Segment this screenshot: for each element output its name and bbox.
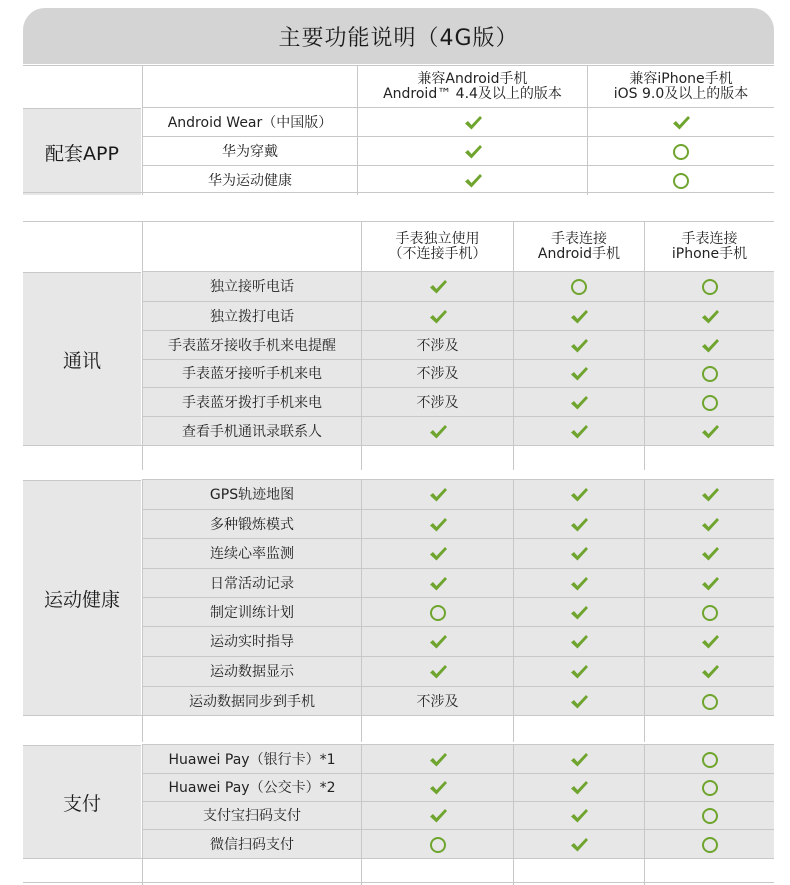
check-icon bbox=[569, 693, 589, 711]
feature-label: 独立接听电话 bbox=[210, 279, 294, 295]
table-row bbox=[142, 568, 774, 598]
check-icon bbox=[700, 308, 720, 326]
value-cell bbox=[361, 510, 513, 539]
value-cell bbox=[587, 137, 774, 166]
header-mode-0 bbox=[361, 222, 513, 271]
check-icon bbox=[569, 308, 589, 326]
value-cell bbox=[644, 539, 774, 569]
check-icon bbox=[428, 545, 448, 563]
value-cell bbox=[513, 331, 644, 360]
app-header-row bbox=[23, 65, 774, 108]
value-cell bbox=[361, 569, 513, 598]
value-cell bbox=[644, 480, 774, 510]
feature-label: 多种锻炼模式 bbox=[210, 516, 294, 533]
check-icon bbox=[569, 516, 589, 534]
feature-cell bbox=[142, 657, 361, 687]
table-row bbox=[142, 330, 774, 360]
value-cell bbox=[644, 331, 774, 360]
check-icon bbox=[428, 663, 448, 681]
value-cell bbox=[644, 388, 774, 417]
table-row bbox=[142, 829, 774, 859]
feature-label: 手表蓝牙接收手机来电提醒 bbox=[168, 337, 336, 354]
value-cell bbox=[513, 598, 644, 627]
value-cell bbox=[513, 417, 644, 446]
table-row bbox=[142, 538, 774, 569]
check-icon bbox=[700, 486, 720, 504]
feature-cell bbox=[142, 331, 361, 360]
value-cell bbox=[587, 166, 774, 195]
header-cell-empty bbox=[142, 222, 361, 271]
not-applicable-text: 不涉及 bbox=[416, 366, 459, 382]
feature-label: 制定训练计划 bbox=[210, 604, 294, 621]
feature-label: 运动数据同步到手机 bbox=[189, 693, 315, 710]
check-icon bbox=[428, 308, 448, 326]
check-icon bbox=[671, 114, 691, 132]
feature-cell bbox=[142, 272, 361, 302]
check-icon bbox=[428, 278, 448, 296]
feature-cell bbox=[142, 830, 361, 859]
divider bbox=[23, 192, 774, 193]
value-cell bbox=[361, 302, 513, 331]
check-icon bbox=[569, 807, 589, 825]
value-cell bbox=[361, 598, 513, 627]
check-icon bbox=[700, 516, 720, 534]
category-0: 通讯 bbox=[23, 272, 141, 446]
check-icon bbox=[569, 663, 589, 681]
table-row bbox=[142, 656, 774, 687]
check-icon bbox=[700, 633, 720, 651]
value-cell bbox=[587, 108, 774, 137]
feature-cell bbox=[142, 108, 357, 137]
value-cell bbox=[361, 830, 513, 859]
table-row bbox=[142, 271, 774, 302]
main-header-row bbox=[23, 221, 774, 271]
feature-cell bbox=[142, 802, 361, 830]
check-icon bbox=[569, 779, 589, 797]
feature-cell bbox=[142, 745, 361, 774]
spacer-cell bbox=[23, 446, 142, 470]
header-iphone-compat bbox=[587, 66, 774, 108]
check-icon bbox=[428, 751, 448, 769]
value-cell bbox=[513, 539, 644, 569]
circle-icon bbox=[702, 279, 718, 295]
title-bar bbox=[23, 8, 774, 64]
header-cell-empty bbox=[23, 222, 142, 271]
feature-label: 支付宝扫码支付 bbox=[203, 808, 301, 824]
circle-icon bbox=[702, 605, 718, 621]
header-label: 手表独立使用 （不连接手机） bbox=[388, 230, 487, 262]
table-row bbox=[142, 744, 774, 774]
value-cell bbox=[513, 745, 644, 774]
value-cell bbox=[513, 657, 644, 687]
spacer-row bbox=[23, 858, 774, 885]
check-icon bbox=[700, 423, 720, 441]
feature-label: Android Wear（中国版） bbox=[167, 114, 333, 131]
circle-icon bbox=[430, 605, 446, 621]
circle-icon bbox=[702, 366, 718, 382]
header-android-compat bbox=[357, 66, 587, 108]
header-label: 手表连接 iPhone手机 bbox=[671, 230, 748, 262]
value-cell bbox=[361, 331, 513, 360]
table-row bbox=[142, 801, 774, 830]
feature-cell bbox=[142, 388, 361, 417]
feature-label: 手表蓝牙拨打手机来电 bbox=[182, 394, 322, 411]
check-icon bbox=[463, 172, 483, 190]
check-icon bbox=[569, 365, 589, 383]
spacer-cell bbox=[142, 446, 361, 470]
circle-icon bbox=[430, 837, 446, 853]
spacer-cell bbox=[644, 716, 774, 742]
category-1: 运动健康 bbox=[23, 480, 141, 716]
value-cell bbox=[644, 510, 774, 539]
value-cell bbox=[361, 657, 513, 687]
spacer-cell bbox=[513, 446, 644, 470]
feature-cell bbox=[142, 360, 361, 388]
table-row bbox=[142, 165, 774, 195]
value-cell bbox=[361, 360, 513, 388]
feature-label: 日常活动记录 bbox=[210, 575, 294, 592]
value-cell bbox=[513, 687, 644, 716]
page-title: 主要功能说明（4G版） bbox=[278, 25, 519, 51]
header-cell-empty bbox=[142, 66, 357, 108]
value-cell bbox=[513, 774, 644, 802]
check-icon bbox=[463, 143, 483, 161]
feature-cell bbox=[142, 510, 361, 539]
spacer-row bbox=[23, 445, 774, 470]
check-icon bbox=[700, 663, 720, 681]
circle-icon bbox=[673, 173, 689, 189]
check-icon bbox=[428, 486, 448, 504]
check-icon bbox=[700, 337, 720, 355]
value-cell bbox=[644, 598, 774, 627]
header-mode-2 bbox=[644, 222, 774, 271]
value-cell bbox=[513, 480, 644, 510]
check-icon bbox=[569, 575, 589, 593]
header-label: 兼容Android手机 Android™ 4.4及以上的版本 bbox=[383, 71, 562, 102]
value-cell bbox=[644, 687, 774, 716]
table-row bbox=[142, 107, 774, 137]
spacer-cell bbox=[142, 716, 361, 742]
feature-label: 微信扫码支付 bbox=[210, 836, 294, 853]
table-row bbox=[142, 509, 774, 539]
feature-cell bbox=[142, 166, 357, 195]
header-cell-empty bbox=[23, 66, 142, 108]
check-icon bbox=[569, 545, 589, 563]
check-icon bbox=[428, 516, 448, 534]
header-label: 手表连接 Android手机 bbox=[537, 230, 621, 262]
value-cell bbox=[513, 569, 644, 598]
header-label: 兼容iPhone手机 iOS 9.0及以上的版本 bbox=[613, 71, 749, 102]
value-cell bbox=[361, 687, 513, 716]
feature-label: 查看手机通讯录联系人 bbox=[182, 423, 322, 440]
value-cell bbox=[644, 360, 774, 388]
table-row bbox=[142, 479, 774, 510]
feature-label: 华为运动健康 bbox=[208, 172, 292, 189]
feature-cell bbox=[142, 302, 361, 331]
feature-label: Huawei Pay（公交卡）*2 bbox=[168, 780, 336, 796]
spacer-cell bbox=[23, 716, 142, 742]
value-cell bbox=[361, 627, 513, 657]
check-icon bbox=[569, 394, 589, 412]
category-2: 支付 bbox=[23, 745, 141, 859]
spacer-row bbox=[23, 715, 774, 742]
value-cell bbox=[644, 272, 774, 302]
value-cell bbox=[361, 417, 513, 446]
table-row bbox=[142, 301, 774, 331]
value-cell bbox=[644, 745, 774, 774]
value-cell bbox=[357, 108, 587, 137]
value-cell bbox=[361, 272, 513, 302]
table-row bbox=[142, 773, 774, 802]
value-cell bbox=[644, 627, 774, 657]
circle-icon bbox=[702, 694, 718, 710]
value-cell bbox=[513, 627, 644, 657]
feature-cell bbox=[142, 137, 357, 166]
circle-icon bbox=[702, 808, 718, 824]
feature-label: 华为穿戴 bbox=[222, 143, 278, 160]
value-cell bbox=[513, 510, 644, 539]
value-cell bbox=[513, 830, 644, 859]
circle-icon bbox=[673, 144, 689, 160]
value-cell bbox=[644, 774, 774, 802]
value-cell bbox=[361, 539, 513, 569]
feature-cell bbox=[142, 598, 361, 627]
check-icon bbox=[569, 604, 589, 622]
check-icon bbox=[569, 337, 589, 355]
check-icon bbox=[428, 779, 448, 797]
feature-cell bbox=[142, 774, 361, 802]
circle-icon bbox=[702, 780, 718, 796]
check-icon bbox=[428, 423, 448, 441]
spacer-cell bbox=[644, 446, 774, 470]
value-cell bbox=[644, 569, 774, 598]
check-icon bbox=[569, 836, 589, 854]
check-icon bbox=[569, 423, 589, 441]
not-applicable-text: 不涉及 bbox=[416, 394, 459, 411]
check-icon bbox=[569, 486, 589, 504]
value-cell bbox=[513, 302, 644, 331]
spacer-cell bbox=[361, 446, 513, 470]
value-cell bbox=[513, 272, 644, 302]
check-icon bbox=[428, 575, 448, 593]
feature-label: 运动实时指导 bbox=[210, 634, 294, 650]
value-cell bbox=[361, 480, 513, 510]
check-icon bbox=[463, 114, 483, 132]
value-cell bbox=[361, 388, 513, 417]
value-cell bbox=[644, 417, 774, 446]
feature-label: 运动数据显示 bbox=[210, 664, 294, 680]
value-cell bbox=[357, 166, 587, 195]
check-icon bbox=[428, 807, 448, 825]
circle-icon bbox=[571, 279, 587, 295]
check-icon bbox=[700, 575, 720, 593]
table-row bbox=[142, 387, 774, 417]
check-icon bbox=[428, 633, 448, 651]
feature-cell bbox=[142, 627, 361, 657]
category-app: 配套APP bbox=[23, 108, 141, 195]
value-cell bbox=[513, 802, 644, 830]
circle-icon bbox=[702, 395, 718, 411]
spacer-cell bbox=[361, 716, 513, 742]
circle-icon bbox=[702, 752, 718, 768]
feature-cell bbox=[142, 569, 361, 598]
value-cell bbox=[644, 302, 774, 331]
feature-cell bbox=[142, 480, 361, 510]
table-row bbox=[142, 626, 774, 657]
feature-cell bbox=[142, 687, 361, 716]
value-cell bbox=[644, 657, 774, 687]
feature-label: 手表蓝牙接听手机来电 bbox=[182, 366, 322, 382]
header-mode-1 bbox=[513, 222, 644, 271]
table-row bbox=[142, 597, 774, 627]
value-cell bbox=[513, 388, 644, 417]
circle-icon bbox=[702, 837, 718, 853]
value-cell bbox=[361, 802, 513, 830]
value-cell bbox=[644, 830, 774, 859]
check-icon bbox=[569, 751, 589, 769]
feature-label: 连续心率监测 bbox=[210, 546, 294, 562]
check-icon bbox=[700, 545, 720, 563]
feature-label: GPS轨迹地图 bbox=[209, 487, 295, 503]
table-row bbox=[142, 136, 774, 166]
value-cell bbox=[361, 774, 513, 802]
table-row bbox=[142, 359, 774, 388]
not-applicable-text: 不涉及 bbox=[416, 337, 459, 354]
value-cell bbox=[513, 360, 644, 388]
spacer-cell bbox=[513, 716, 644, 742]
table-row bbox=[142, 686, 774, 716]
not-applicable-text: 不涉及 bbox=[416, 693, 459, 710]
value-cell bbox=[361, 745, 513, 774]
feature-cell bbox=[142, 539, 361, 569]
value-cell bbox=[644, 802, 774, 830]
table-row bbox=[142, 416, 774, 446]
value-cell bbox=[357, 137, 587, 166]
check-icon bbox=[569, 633, 589, 651]
feature-label: 独立拨打电话 bbox=[210, 308, 294, 325]
feature-label: Huawei Pay（银行卡）*1 bbox=[168, 751, 336, 768]
feature-cell bbox=[142, 417, 361, 446]
